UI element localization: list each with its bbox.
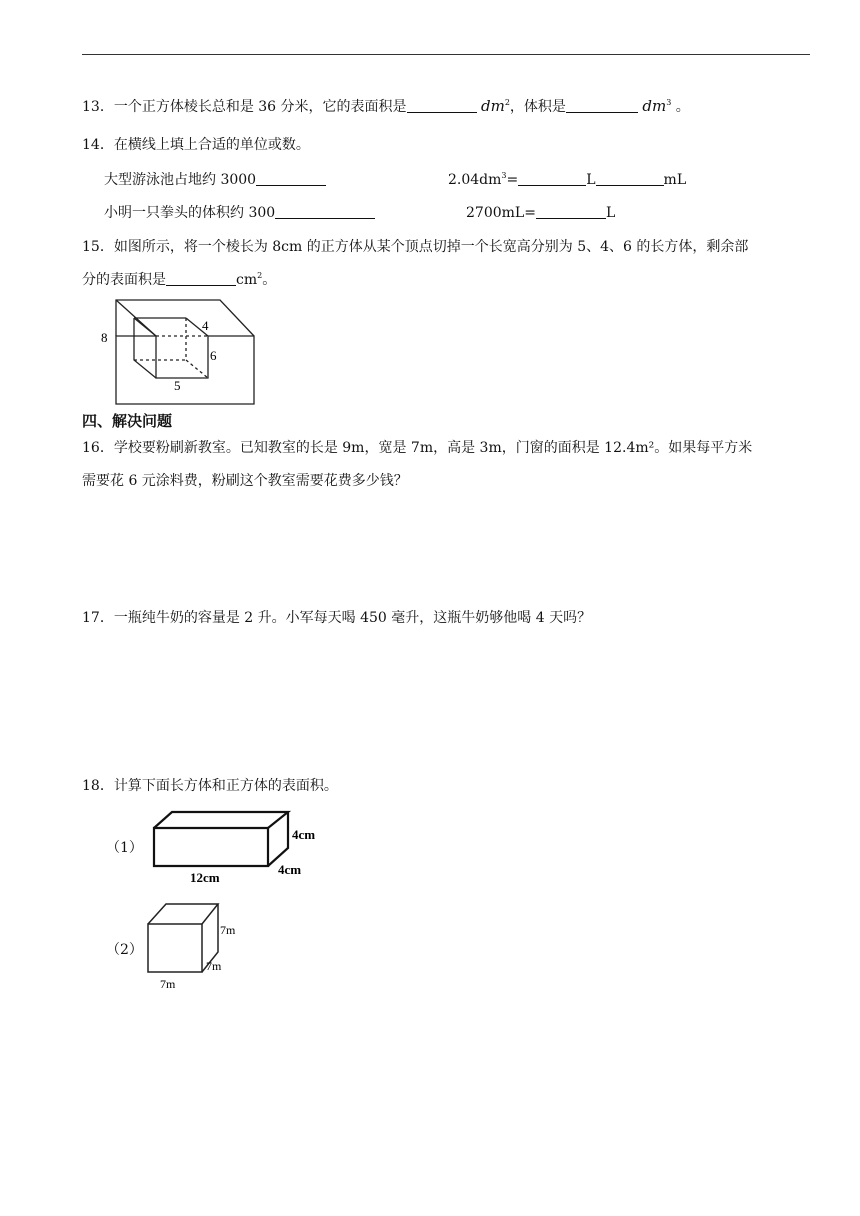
q15-label-4: 4 <box>202 318 209 333</box>
q14-blank-4[interactable] <box>275 204 375 219</box>
q14-row1-left-text: 大型游泳池占地约 3000 <box>104 172 257 188</box>
q14-blank-1[interactable] <box>256 171 326 186</box>
q17-number: 17． <box>82 610 114 626</box>
question-13 <box>82 96 690 117</box>
q18-number: 18． <box>82 778 114 794</box>
q15-blank[interactable] <box>166 271 236 286</box>
q13-text-c: 。 <box>675 99 690 115</box>
q18-fig2-height: 7m <box>220 923 236 937</box>
q18-text: 计算下面长方体和正方体的表面积。 <box>113 778 338 794</box>
q14-row2-left <box>104 203 375 223</box>
q15-number: 15． <box>82 239 114 255</box>
q14-row1-right-b: = <box>506 172 519 188</box>
q18-fig1-label: （1） <box>106 840 143 856</box>
q14-row1-left <box>104 170 326 190</box>
q13-sup-2: 3 <box>666 98 672 107</box>
question-18 <box>82 776 338 796</box>
q13-sup-1: 2 <box>504 98 510 107</box>
q16-line2: 需要花 6 元涂料费，粉刷这个教室需要花费多少钱？ <box>82 473 408 489</box>
q17-text: 一瓶纯牛奶的容量是 2 升。小军每天喝 450 毫升，这瓶牛奶够他喝 4 天吗？ <box>113 610 592 626</box>
q14-row1-right-c: L <box>586 172 596 188</box>
q18-fig2-length: 7m <box>160 977 176 991</box>
question-15-line2 <box>82 270 276 290</box>
q18-fig1-width: 4cm <box>278 862 302 877</box>
q18-fig2-width: 7m <box>206 959 222 973</box>
q13-text-a: 一个正方体棱长总和是 36 分米，它的表面积是 <box>113 99 407 115</box>
q18-cuboid-figure <box>148 808 338 888</box>
q14-row1-right-sup: 3 <box>501 171 507 180</box>
q18-cube-figure <box>140 898 250 994</box>
q18-fig2-label: （2） <box>106 942 143 958</box>
question-14 <box>82 135 310 155</box>
header-rule <box>82 54 810 55</box>
q15-cube-figure <box>96 296 262 408</box>
question-17 <box>82 608 591 628</box>
q14-text: 在横线上填上合适的单位或数。 <box>113 137 310 153</box>
q15-line2-b: cm <box>236 272 258 288</box>
q13-blank-1[interactable] <box>407 98 477 113</box>
q14-row2-left-text: 小明一只拳头的体积约 300 <box>104 205 276 221</box>
question-16-line2 <box>82 471 408 491</box>
q14-row2-right-b: L <box>605 205 616 221</box>
q13-text-b: ，体积是 <box>509 99 566 115</box>
q15-line2-c: 。 <box>262 272 277 288</box>
q15-label-5: 5 <box>174 378 181 393</box>
q14-number: 14． <box>82 137 114 153</box>
q14-blank-2[interactable] <box>518 171 586 186</box>
q15-line2-a: 分的表面积是 <box>82 272 166 288</box>
q15-label-8: 8 <box>101 330 108 345</box>
q13-blank-2[interactable] <box>566 98 638 113</box>
q14-blank-3[interactable] <box>596 171 664 186</box>
q16-number: 16． <box>82 440 114 456</box>
q15-line2-sup: 2 <box>257 271 263 280</box>
section-4-heading: 四、解决问题 <box>82 412 173 430</box>
question-16-line1 <box>82 438 752 458</box>
q13-number: 13． <box>82 99 114 115</box>
question-15-line1 <box>82 237 748 257</box>
q16-line1: 学校要粉刷新教室。已知教室的长是 9m，宽是 7m，高是 3m，门窗的面积是 12.4m²。如果每平方米 <box>113 440 753 456</box>
q15-line1: 如图所示，将一个棱长为 8cm 的正方体从某个顶点切掉一个长宽高分别为 5、4、6 的长方体，剩余部 <box>113 239 749 255</box>
q18-fig1-length: 12cm <box>190 870 220 885</box>
q15-label-6: 6 <box>210 348 217 363</box>
q14-row1-right <box>448 170 686 190</box>
q14-row1-right-d: mL <box>663 172 687 188</box>
q14-row1-right-a: 2.04dm <box>448 172 502 188</box>
q18-fig1-height: 4cm <box>292 827 316 842</box>
q13-unit-1: dm <box>481 97 505 115</box>
q13-unit-2: dm <box>642 97 667 115</box>
q14-row2-right <box>466 203 615 223</box>
q14-row2-right-a: 2700mL= <box>466 205 536 221</box>
q14-blank-5[interactable] <box>536 204 606 219</box>
